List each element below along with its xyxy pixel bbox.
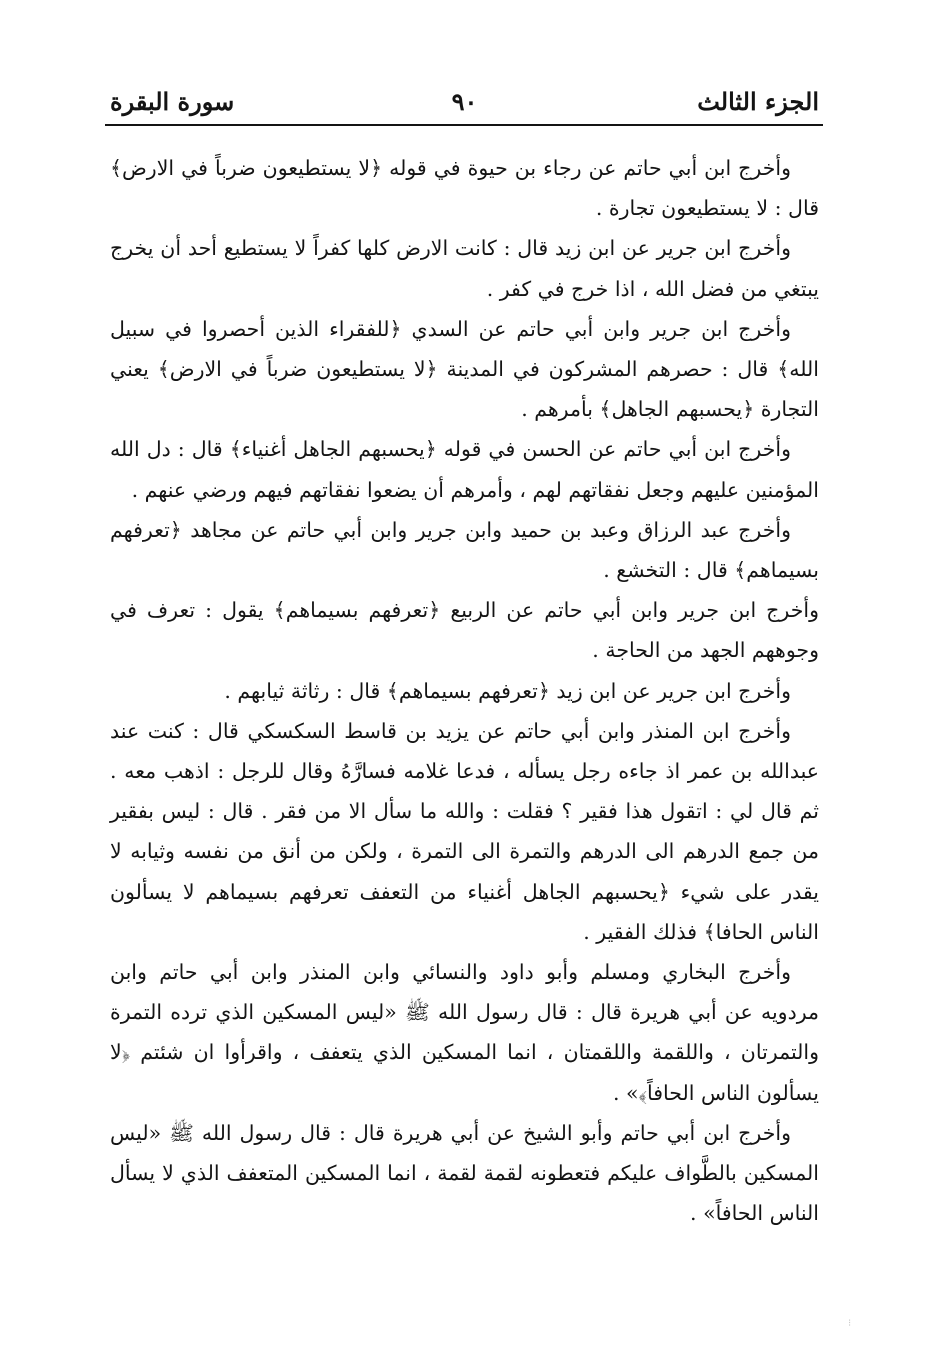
paragraph: وأخرج ابن جرير عن ابن زيد ﴿تعرفهم بسيماهم﴾ قال : رثاثة ثيابهم . [224,678,791,703]
surah-label: سورة البقرة [110,87,235,116]
volume-label: الجزء الثالث [697,87,819,116]
paragraph: وأخرج ابن جرير عن ابن زيد قال : كانت الارض كلها كفراً لا يستطيع أحد أن يخرج يبتغي من فضل الله ، اذا خرج في كفر . [110,236,819,301]
paragraph: وأخرج ابن المنذر وابن أبي حاتم عن يزيد بن قاسط السكسكي قال : كنت عند عبدالله بن عمر اذ جاءه رجل يسأله ، فدعا غلامه فسارَّهُ وقال للرجل : اذهب معه . ثم قال لي : اتقول هذا فقير ؟ فقلت : والله ما سأل الا من فقر . قال : ليس بفقير من جمع الدرهم الى الدرهم والتمرة الى التمرة ، ولكن من أنق من نفسه وثيابه لا يقدر على شيء ﴿يحسبهم الجاهل أغنياء من التعفف تعرفهم بسيماهم لا يسألون الناس الحافا﴾ فذلك الفقير . [110,718,819,944]
header-rule [105,124,823,126]
scan-speck: ⁝ [848,1318,852,1329]
paragraph: وأخرج ابن جرير وابن أبي حاتم عن الربيع ﴿تعرفهم بسيماهم﴾ يقول : تعرف في وجوههم الجهد من الحاجة . [110,598,819,663]
page-number: ٩٠ [451,87,478,116]
paragraph: وأخرج ابن أبي حاتم عن رجاء بن حيوة في قوله ﴿لا يستطيعون ضرباً في الارض﴾ قال : لا يستطيعون تجارة . [110,156,819,221]
page-header [110,80,819,116]
paragraph: وأخرج ابن أبي حاتم وأبو الشيخ عن أبي هريرة قال : قال رسول الله ﷺ «ليس المسكين بالطَّواف عليكم فتعطونه لقمة لقمة ، انما المسكين المتعفف الذي لا يسأل الناس الحافاً» . [110,1120,819,1226]
paragraph: وأخرج البخاري ومسلم وأبو داود والنسائي وابن المنذر وابن أبي حاتم وابن مردويه عن أبي هريرة قال : قال رسول الله ﷺ «ليس المسكين الذي ترده التمرة والتمرتان ، واللقمة واللقمتان ، انما المسكين الذي يتعفف ، واقرأوا ان شئتم ﴿لا يسألون الناس الحافاً﴾» . [110,960,819,1105]
body-text [110,148,819,1233]
paragraph: وأخرج عبد الرزاق وعبد بن حميد وابن جرير وابن أبي حاتم عن مجاهد ﴿تعرفهم بسيماهم﴾ قال : التخشع . [110,517,819,583]
paragraph: وأخرج ابن أبي حاتم عن الحسن في قوله ﴿يحسبهم الجاهل أغنياء﴾ قال : دل الله المؤمنين عليهم وجعل نفقاتهم لهم ، وأمرهم أن يضعوا نفقاتهم فيهم ورضي عنهم . [110,437,819,502]
paragraph: وأخرج ابن جرير وابن أبي حاتم عن السدي ﴿للفقراء الذين أحصروا في سبيل الله﴾ قال : حصرهم المشركون في المدينة ﴿لا يستطيعون ضرباً في الارض﴾ يعني التجارة ﴿يحسبهم الجاهل﴾ بأمرهم . [110,316,819,422]
